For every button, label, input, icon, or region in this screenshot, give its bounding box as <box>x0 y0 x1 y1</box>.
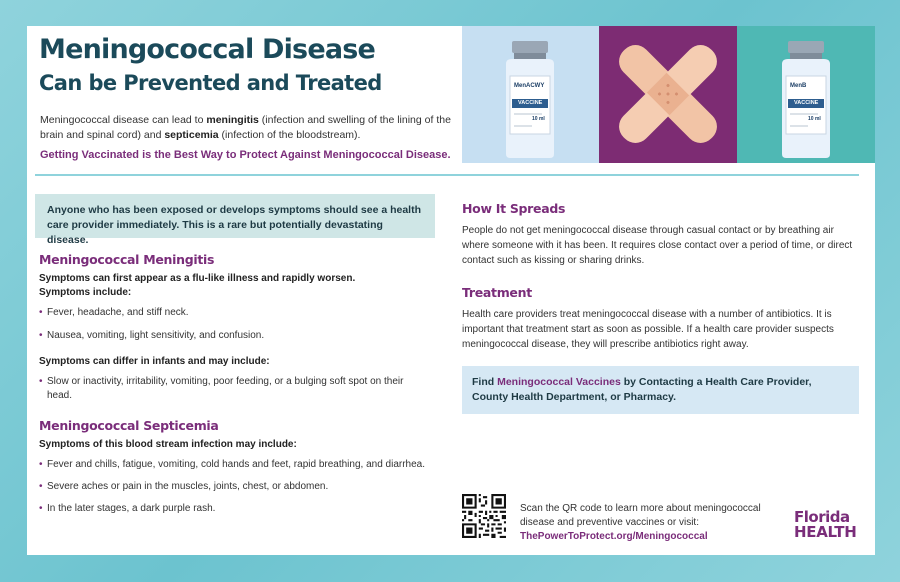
intro-bold-septicemia: septicemia <box>164 129 219 141</box>
treatment-text: Health care providers treat meningococcal disease with a number of antibiotics. It is important that treatment start as soon as possible. If a health care provider suspects meningococcal disease, they will prescribe antibiotics right away. <box>462 309 834 350</box>
vial2-tag: VACCINE <box>794 100 819 106</box>
list-item: • In the later stages, a dark purple rash. <box>39 502 439 516</box>
vaccine-vial-panel-menacwy <box>462 26 599 163</box>
find-highlight: Meningococcal Vaccines <box>497 376 621 388</box>
intro-bold-meningitis: meningitis <box>206 114 259 126</box>
list-item: • Slow or inactivity, irritability, vomiting, poor feeding, or a bulging soft spot on their head. <box>39 375 424 403</box>
tagline: Getting Vaccinated is the Best Way to Protect Against Meningococcal Disease. <box>40 149 451 161</box>
qr-code-icon[interactable] <box>462 494 506 538</box>
vial1-volume: 10 ml <box>532 116 545 122</box>
list-item: • Fever, headache, and stiff neck. <box>39 306 439 320</box>
florida-health-logo-line1: Florida <box>794 508 850 526</box>
vaccine-vial-panel-menb <box>737 26 875 163</box>
vial2-volume: 10 ml <box>808 116 821 122</box>
vial1-tag: VACCINE <box>518 100 543 106</box>
septicemia-section <box>39 418 439 516</box>
list-item: • Fever and chills, fatigue, vomiting, cold hands and feet, rapid breathing, and diarrhea. <box>39 458 434 472</box>
treatment-heading: Treatment <box>462 285 532 300</box>
scan-text <box>520 502 770 544</box>
vial2-name: MenB <box>790 83 807 89</box>
vial-icon <box>737 26 875 163</box>
meningitis-section <box>39 252 439 403</box>
image-banner <box>462 26 875 163</box>
vial-icon <box>462 26 599 163</box>
find-suffix: by Contacting a Health Care Provider, County Health Department, or Pharmacy. <box>472 376 812 403</box>
list-item: • Severe aches or pain in the muscles, joints, chest, or abdomen. <box>39 480 439 494</box>
bandage-panel <box>599 26 737 163</box>
spreads-heading: How It Spreads <box>462 201 566 216</box>
list-item: • Nausea, vomiting, light sensitivity, and confusion. <box>39 329 439 343</box>
meningitis-heading: Meningococcal Meningitis <box>39 252 215 267</box>
septicemia-heading: Meningococcal Septicemia <box>39 418 219 433</box>
meningitis-intro-1: Symptoms can first appear as a flu-like illness and rapidly worsen. <box>39 273 356 284</box>
flyer-card <box>27 26 875 555</box>
bandage-icon <box>599 26 737 163</box>
scan-description: Scan the QR code to learn more about meningococcal disease and preventive vaccines or visit: <box>520 503 761 528</box>
meningitis-intro-2: Symptoms include: <box>39 287 132 298</box>
spreads-section <box>462 201 862 268</box>
spreads-text: People do not get meningococcal disease through casual contact or by breathing air where someone with it has been. It requires close contact over a period of time, or direct contact such as kissing or sharing drinks. <box>462 225 853 266</box>
page-subtitle: Can be Prevented and Treated <box>39 71 382 95</box>
intro-text-b: (infection and swelling of the lining of the brain and spinal cord) and <box>40 114 451 141</box>
intro-paragraph <box>40 113 460 143</box>
section-divider <box>35 174 859 176</box>
infants-label: Symptoms can differ in infants and may include: <box>39 356 270 367</box>
page-title: Meningococcal Disease <box>39 34 376 65</box>
website-link[interactable]: ThePowerToProtect.org/Meningococcal <box>520 531 708 542</box>
florida-health-logo-line2: HEALTH <box>794 523 857 541</box>
find-prefix: Find <box>472 376 498 388</box>
intro-text-c: (infection of the bloodstream). <box>218 129 361 141</box>
treatment-section <box>462 285 862 352</box>
intro-text-a: Meningococcal disease can lead to <box>40 114 207 126</box>
alert-box: Anyone who has been exposed or develops symptoms should see a health care provider immediately. This is a rare but potentially devastating disease. <box>35 194 435 238</box>
vial1-name: MenACWY <box>514 83 545 89</box>
septicemia-intro: Symptoms of this blood stream infection may include: <box>39 439 297 450</box>
find-vaccines-box <box>462 366 859 414</box>
